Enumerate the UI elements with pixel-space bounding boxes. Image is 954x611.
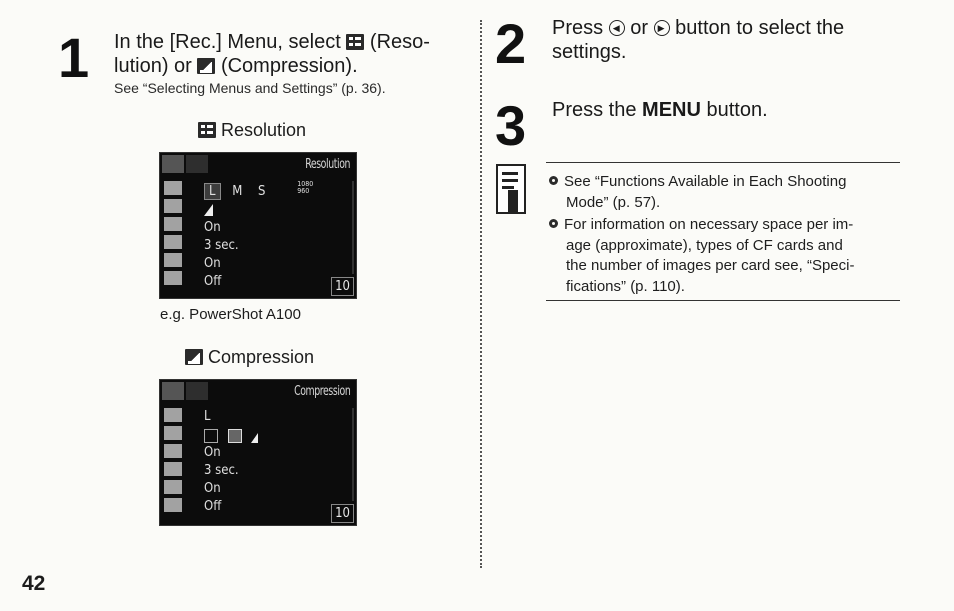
menu-icon-column [164, 408, 186, 516]
resolution-screen [159, 152, 357, 299]
menu-icon-column [164, 181, 186, 289]
option-m[interactable]: M [232, 184, 243, 199]
screen-header: Resolution [305, 157, 350, 172]
notes-top-rule [546, 162, 900, 163]
step-1-title-text: In the [Rec.] Menu, select [114, 31, 341, 53]
screen-header: Compression [293, 384, 350, 399]
option-l[interactable]: L [204, 183, 221, 200]
compression-options [204, 426, 258, 444]
step-2-text [552, 16, 912, 64]
row-value-2: 3 sec. [204, 238, 239, 253]
date-stamp-icon [164, 271, 182, 285]
option-s[interactable]: S [258, 184, 266, 199]
rec-tab-icon [162, 155, 184, 173]
review-icon [164, 235, 182, 249]
af-assist-icon [164, 480, 182, 494]
compression-screen [159, 379, 357, 526]
screen-tabs [160, 380, 220, 402]
review-icon [164, 462, 182, 476]
date-stamp-icon [164, 498, 182, 512]
digital-zoom-icon [164, 217, 182, 231]
notes-list [549, 172, 901, 297]
note-1-line1: See “Functions Available in Each Shooting [564, 173, 847, 190]
step-3-text [552, 98, 768, 122]
setup-tab-icon [186, 155, 208, 173]
row-value-4: Off [204, 499, 222, 514]
rec-tab-icon [162, 382, 184, 400]
note-1-line2: Mode” (p. 57). [566, 193, 661, 211]
compression-heading-icon [185, 349, 203, 365]
note-2-line1: For information on necessary space per im- [564, 216, 854, 233]
resolution-menu-icon [164, 181, 182, 195]
superfine-option-icon[interactable] [204, 429, 218, 443]
step-1-title [114, 30, 474, 78]
shots-remaining: 10 [331, 504, 354, 523]
compression-icon [197, 58, 215, 74]
row-value-3: On [204, 481, 221, 496]
setup-tab-icon [186, 382, 208, 400]
step-2-post: button to select the [675, 17, 845, 39]
af-assist-icon [164, 253, 182, 267]
row-value-4: Off [204, 274, 222, 289]
step-3-pre: Press the [552, 99, 637, 121]
scrollbar [352, 408, 354, 501]
step-3-post: button. [706, 99, 768, 121]
step-1-title-line2: lution) or [114, 55, 192, 77]
bullet-icon [549, 219, 558, 228]
resolution-value: L [204, 409, 211, 424]
screen-tabs [160, 153, 220, 175]
resolution-icon [346, 34, 364, 50]
step-2-number: 2 [495, 12, 527, 75]
note-icon [496, 164, 526, 214]
row-value-3: On [204, 256, 221, 271]
note-2-line2: age (approximate), types of CF cards and [566, 236, 843, 254]
page-number: 42 [22, 572, 46, 595]
row-value-1: On [204, 445, 221, 460]
right-button-icon: ▶ [654, 20, 670, 36]
resolution-heading-icon [198, 122, 216, 138]
notes-bottom-rule [546, 300, 900, 301]
fine-option-icon[interactable] [228, 429, 242, 443]
normal-option-icon[interactable] [251, 433, 258, 443]
row-value-2: 3 sec. [204, 463, 239, 478]
step-2-line2: settings. [552, 41, 627, 63]
resolution-values [204, 181, 313, 291]
resolution-heading-label: Resolution [221, 120, 307, 140]
step-1-title-text-2: (Reso- [369, 31, 430, 53]
note-item-2 [549, 215, 901, 297]
step-1-number: 1 [58, 26, 88, 89]
left-button-icon: ◀ [609, 20, 625, 36]
step-3-number: 3 [495, 94, 527, 157]
shots-remaining: 10 [331, 277, 354, 296]
resolution-menu-icon [164, 408, 182, 422]
compression-heading [185, 347, 314, 368]
compression-heading-label: Compression [208, 347, 315, 367]
compression-menu-icon [164, 426, 182, 440]
note-item-1 [549, 172, 901, 213]
resolution-caption: e.g. PowerShot A100 [160, 306, 301, 323]
compression-value-icon [204, 201, 313, 219]
note-2-line4: fications” (p. 110). [566, 277, 685, 295]
step-1-title-line2-post: (Compression). [220, 55, 358, 77]
resolution-heading [198, 120, 306, 141]
compression-menu-icon [164, 199, 182, 213]
step-2-press: Press [552, 17, 604, 39]
bullet-icon [549, 176, 558, 185]
step-1-subtext: See “Selecting Menus and Settings” (p. 36). [114, 80, 386, 96]
step-3-menu: MENU [642, 99, 701, 121]
digital-zoom-icon [164, 444, 182, 458]
step-2-or: or [630, 17, 649, 39]
column-divider [480, 20, 482, 568]
scrollbar [352, 181, 354, 274]
compression-values [204, 408, 258, 516]
note-2-line3: the number of images per card see, “Speci- [566, 257, 855, 274]
option-1080-960[interactable]: 1080 960 [297, 180, 314, 195]
row-value-1: On [204, 220, 221, 235]
